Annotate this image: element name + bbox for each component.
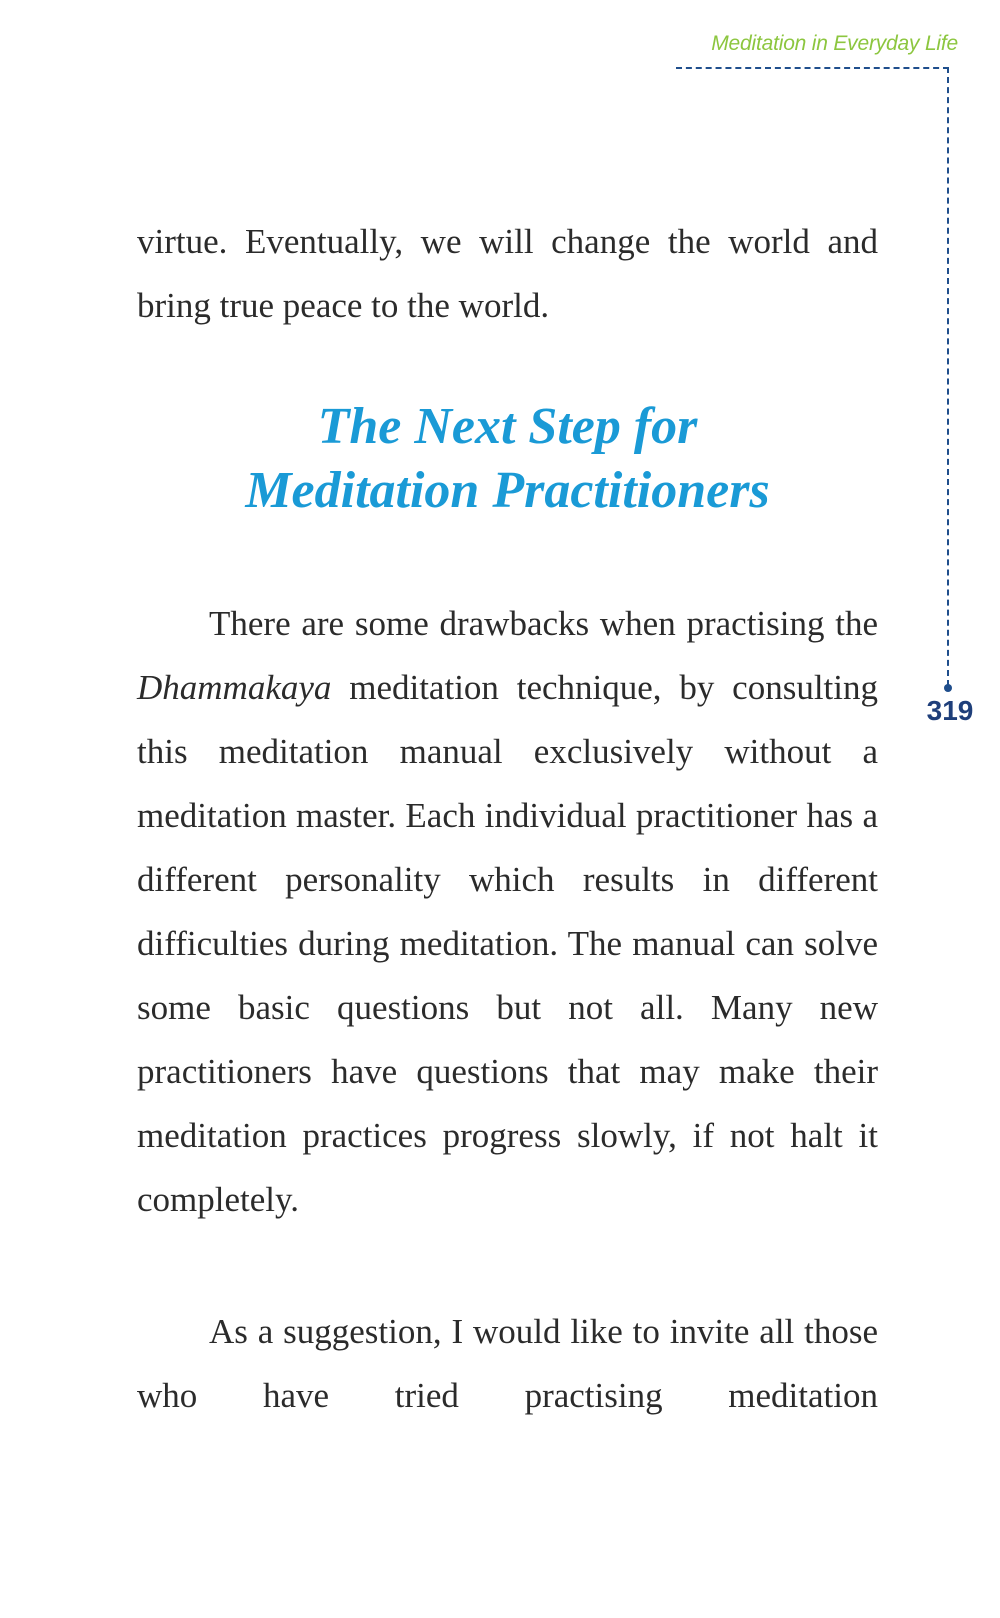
section-heading <box>137 395 878 523</box>
dhammakaya-term: Dhammakaya <box>137 668 332 707</box>
running-header: Meditation in Everyday Life <box>711 32 958 55</box>
paragraph-1-text-end: meditation technique, by consulting this meditation manual exclusively without a meditation master. Each individual practitioner has a different personality which results in different difficulties during meditation. The manual can solve some basic questions but not all. Many new practitioners have questions that may make their meditation practices progress slowly, if not halt it completely. <box>137 668 878 1219</box>
page-number: 319 <box>926 695 974 726</box>
body-paragraph-1 <box>137 592 878 1232</box>
section-heading-line-1: The Next Step for <box>317 398 698 455</box>
continuation-paragraph: virtue. Eventually, we will change the world and bring true peace to the world. <box>137 222 878 325</box>
header-guide-line <box>676 67 949 69</box>
paragraph-1-text-start: There are some drawbacks when practising the <box>209 604 878 643</box>
section-heading-line-2: Meditation Practitioners <box>245 462 770 519</box>
body-paragraph-2: As a suggestion, I would like to invite all those who have tried practising meditation <box>137 1312 878 1415</box>
page-marker-dot <box>944 684 952 692</box>
margin-guide-line <box>947 67 949 686</box>
